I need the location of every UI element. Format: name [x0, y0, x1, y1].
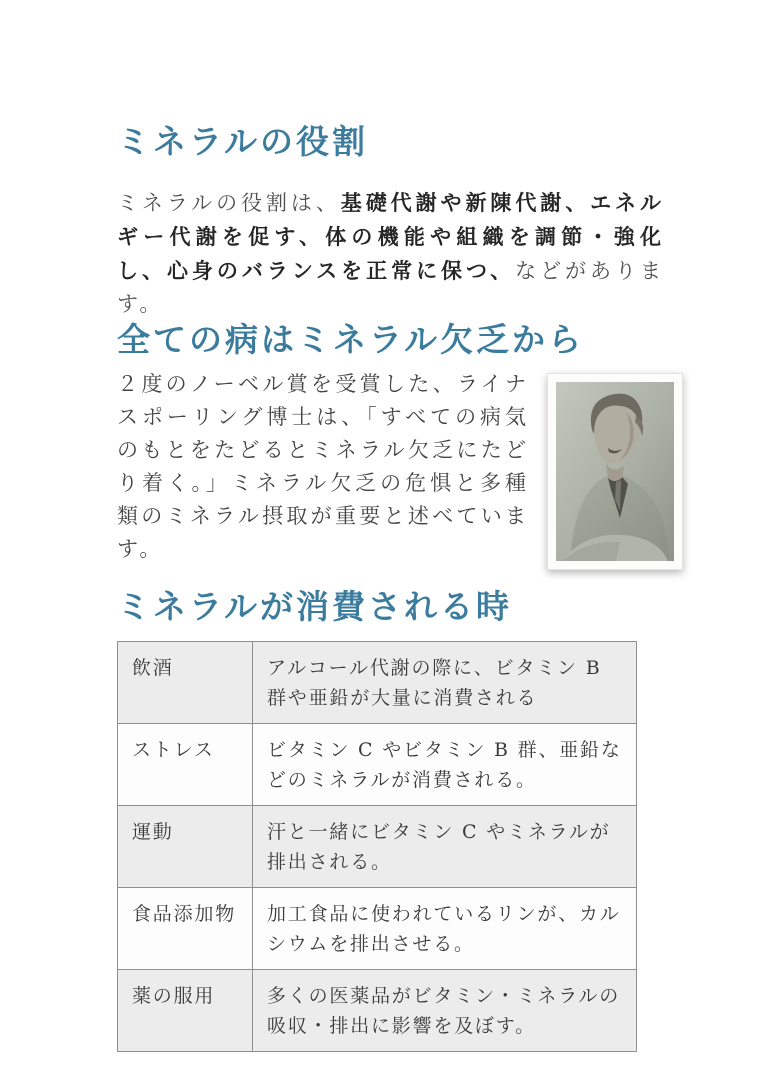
table-row: [118, 642, 637, 724]
portrait-photo-illustration: [556, 382, 674, 561]
paragraph-mineral-role: [117, 186, 664, 321]
table-cell-label: ストレス: [118, 724, 253, 806]
paragraph-emphasis-text: 基礎代謝や新陳代謝、エネルギー代謝を促す、体の機能や組織を調節・強化し、心身のバランスを正常に保つ、: [117, 190, 664, 283]
table-cell-label: 食品添加物: [118, 888, 253, 970]
table-row: [118, 724, 637, 806]
table-cell-description: ビタミン C やビタミン B 群、亜鉛などのミネラルが消費される。: [253, 724, 637, 806]
table-row: [118, 806, 637, 888]
paragraph-mineral-deficiency: ２度のノーベル賞を受賞した、ライナスポーリング博士は、「すべての病気のもとをたどるとミネラル欠乏にたどり着く。」ミネラル欠乏の危惧と多種類のミネラル摂取が重要と述べています。: [117, 372, 529, 561]
paragraph-tail-text: などがあります。: [117, 259, 664, 316]
section-heading-mineral-role: ミネラルの役割: [117, 122, 369, 161]
table-cell-label: 薬の服用: [118, 970, 253, 1052]
table-cell-description: 汗と一緒にビタミン C やミネラルが排出される。: [253, 806, 637, 888]
table-row: [118, 888, 637, 970]
section-heading-mineral-consumed: ミネラルが消費される時: [117, 587, 513, 626]
table-cell-label: 運動: [118, 806, 253, 888]
table-row: [118, 970, 637, 1052]
table-cell-description: 多くの医薬品がビタミン・ミネラルの吸収・排出に影響を及ぼす。: [253, 970, 637, 1052]
table-cell-label: 飲酒: [118, 642, 253, 724]
table-cell-description: アルコール代謝の際に、ビタミン B 群や亜鉛が大量に消費される: [253, 642, 637, 724]
mineral-deficiency-block: [117, 368, 683, 580]
section-heading-mineral-deficiency: 全ての病はミネラル欠乏から: [117, 320, 585, 359]
mineral-consumption-table: [117, 641, 637, 1052]
paragraph-lead-text: ミネラルの役割は、: [117, 191, 341, 215]
table-cell-description: 加工食品に使われているリンが、カルシウムを排出させる。: [253, 888, 637, 970]
portrait-photo: [547, 373, 683, 570]
